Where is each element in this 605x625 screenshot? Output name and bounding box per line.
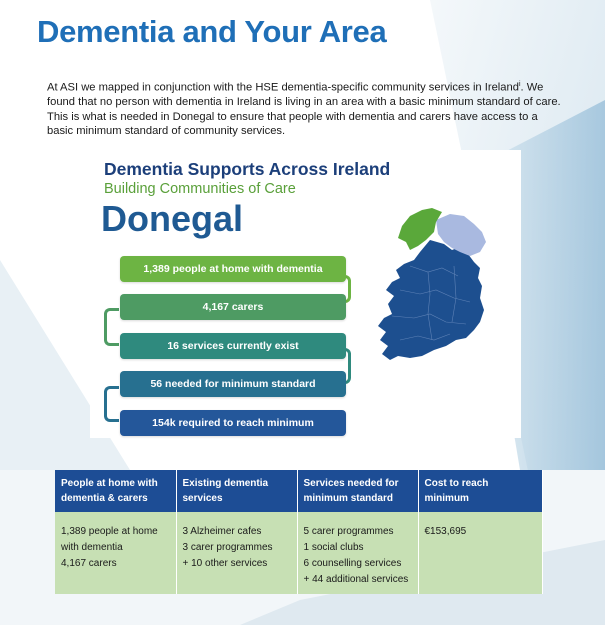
stat-label: 154k required to reach minimum [152,417,314,429]
table-header-row [55,470,542,512]
cell-people [55,512,176,594]
page-title: Dementia and Your Area [37,14,387,49]
stat-label: 1,389 people at home with dementia [143,263,323,275]
stat-label: 56 needed for minimum standard [150,378,316,390]
header-existing-services: Existing dementia services [176,470,297,512]
cell-line: with dementia [61,542,123,553]
intro-text: At ASI we mapped in conjunction with the HSE dementia-specific community services in Ireland [47,81,519,94]
connector-2 [104,308,119,346]
ireland-map [370,206,505,366]
stat-cost-minimum [120,410,346,436]
cell-existing-services [176,512,297,594]
stat-people-at-home [120,256,346,282]
cell-line: 5 carer programmes [303,526,394,537]
cell-line: 3 carer programmes [182,542,273,553]
cell-line: €153,695 [424,526,467,537]
table-row [55,512,542,594]
cell-line: 1 social clubs [303,542,364,553]
intro-paragraph [47,78,562,139]
cell-line: + 10 other services [182,558,268,569]
stat-label: 4,167 carers [202,301,264,313]
footnote-marker[interactable]: i [518,81,521,88]
cell-line: + 44 additional services [303,574,409,585]
cell-line: 1,389 people at home [61,526,158,537]
stat-label: 16 services currently exist [167,340,299,352]
cell-line: 3 Alzheimer cafes [182,526,262,537]
cell-services-needed [297,512,418,594]
map-rest-of-ireland [378,240,484,360]
stat-carers [120,294,346,320]
stat-services-exist [120,333,346,359]
infographic-subtitle: Building Communities of Care [104,181,296,197]
intro-text-continued: . We found that no person with dementia in Ireland is living in an area with a basic minimum standard of care. This is what is needed in Donegal to ensure that people with dementia and carers have access to a basic minimum standard of community services. [47,81,561,138]
infographic-title: Dementia Supports Across Ireland [104,159,391,179]
stat-needed-minimum [120,371,346,397]
cell-line: 4,167 carers [61,558,117,569]
summary-table [55,470,543,594]
header-cost: Cost to reach minimum [418,470,542,512]
header-people: People at home with dementia & carers [55,470,176,512]
connector-4 [104,386,119,422]
cell-line: 6 counselling services [303,558,402,569]
county-name: Donegal [101,198,244,239]
header-services-needed: Services needed for minimum standard [297,470,418,512]
cell-cost [418,512,542,594]
infographic-panel [90,150,521,438]
